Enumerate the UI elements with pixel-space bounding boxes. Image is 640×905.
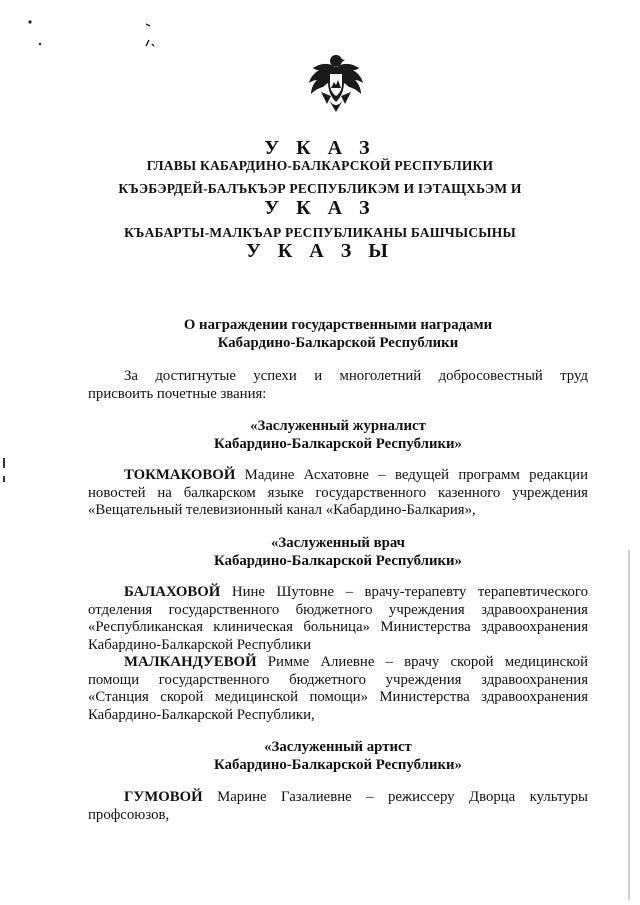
- awardee-first-line: МАЛКАНДУЕВОЙ Римме Алиевне – врачу скорой медицинской: [124, 654, 589, 670]
- awardee-name: МАЛКАНДУЕВОЙ: [124, 654, 257, 670]
- title-ukaz-kabardian: У К А З: [264, 197, 376, 219]
- coat-of-arms-emblem: [307, 52, 365, 116]
- title-ukaz-balkar: У К А З Ы: [246, 240, 394, 262]
- awardee-name: БАЛАХОВОЙ: [124, 584, 221, 600]
- awardee-first-line: ГУМОВОЙ Марине Газалиевне – режиссеру Дворца культуры: [124, 789, 588, 805]
- awardee-name: ТОКМАКОВОЙ: [124, 467, 236, 483]
- subject-line: О награждении государственными наградами: [183, 317, 493, 333]
- awardee-name: ГУМОВОЙ: [124, 789, 203, 805]
- subject-line: Кабардино-Балкарской Республики: [217, 334, 459, 351]
- awardee-malkandueva: МАЛКАНДУЕВОЙ Римме Алиевне – врачу скорой медицинской помощи государственного бюджетного учреждения здравоохранения «Станция скорой медицинской помощи» Министерства здравоохранения Кабардино-Балкарской Республики,: [88, 654, 589, 723]
- awardee-first-line: ТОКМАКОВОЙ Мадине Асхатовне – ведущей программ редакции: [124, 467, 588, 483]
- intro-line: За достигнутые успехи и многолетний добросовестный труд: [124, 368, 588, 384]
- award-title-artist: «Заслуженный артист Кабардино-Балкарской Республики»: [214, 739, 462, 773]
- award-title-journalist: «Заслуженный журналист Кабардино-Балкарской Республики»: [214, 418, 462, 452]
- awardee-balakhova: БАЛАХОВОЙ Нине Шутовне – врачу-терапевту терапевтического отделения государственного бюджетного учреждения здравоохранения «Республиканская клиническая больница» Министерства здравоохранения Кабардино-Балкарской Республики: [88, 584, 589, 653]
- title-head-of-republic-kabardian: КЪЭБЭРДЕЙ-БАЛЪКЪЭР РЕСПУБЛИКЭМ И ІЭТАЩХЬЭМ И: [118, 181, 522, 196]
- intro-line: присвоить почетные звания:: [88, 385, 267, 402]
- decree-intro: [88, 368, 588, 403]
- award-title-doctor: «Заслуженный врач Кабардино-Балкарской Республики»: [214, 535, 462, 569]
- title-ukaz: У К А З: [264, 137, 376, 159]
- awardee-tokmakova: ТОКМАКОВОЙ Мадине Асхатовне – ведущей программ редакции новостей на балкарском языке государственного казенного учреждения «Вещательный телевизионный канал «Кабардино-Балкария»,: [88, 467, 588, 518]
- title-head-of-republic-balkar: КЪАБАРТЫ-МАЛКЪАР РЕСПУБЛИКАНЫ БАШЧЫСЫНЫ: [124, 225, 516, 240]
- awardee-first-line: БАЛАХОВОЙ Нине Шутовне – врачу-терапевту терапевтического: [124, 584, 589, 600]
- decree-subject: [88, 317, 588, 352]
- awardee-gumova: ГУМОВОЙ Марине Газалиевне – режиссеру Дворца культуры профсоюзов,: [88, 789, 588, 823]
- title-head-of-republic-ru: ГЛАВЫ КАБАРДИНО-БАЛКАРСКОЙ РЕСПУБЛИКИ: [146, 158, 494, 173]
